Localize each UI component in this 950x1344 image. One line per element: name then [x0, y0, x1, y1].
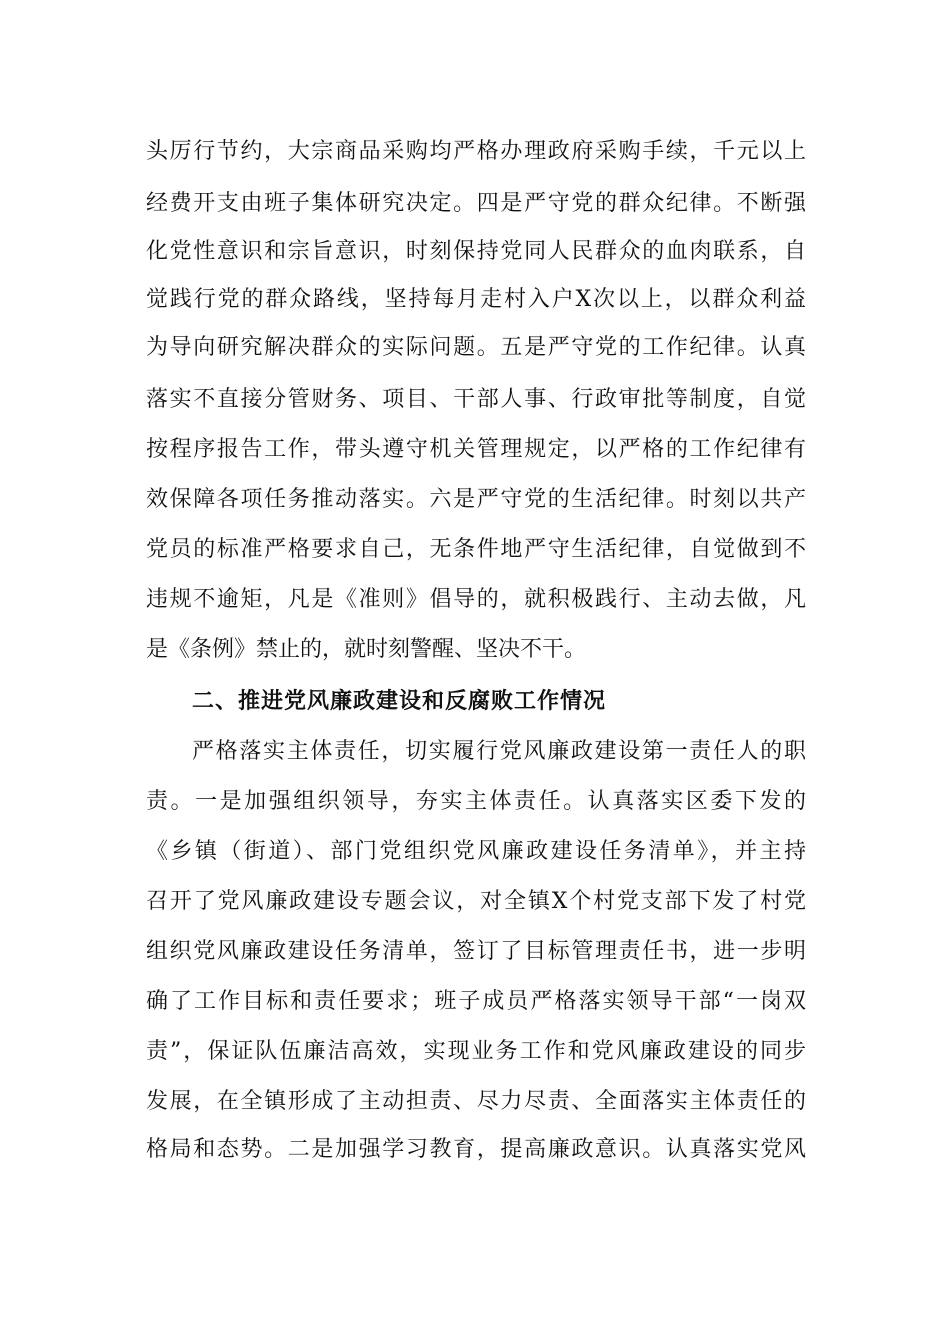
paragraph-1-line-1: 头厉行节约，大宗商品采购均严格办理政府采购手续，千元以上 [146, 139, 806, 164]
paragraph-1-line-10: 违规不逾矩，凡是《准则》倡导的，就积极践行、主动去做，凡 [146, 587, 806, 612]
paragraph-2-line-2: 责。一是加强组织领导，夯实主体责任。认真落实区委下发的 [146, 789, 806, 814]
paragraph-2-line-6: 确了工作目标和责任要求；班子成员严格落实领导干部“一岗双 [146, 989, 806, 1014]
paragraph-2-line-5: 组织党风廉政建设任务清单，签订了目标管理责任书，进一步明 [146, 939, 806, 964]
paragraph-1-line-2: 经费开支由班子集体研究决定。四是严守党的群众纪律。不断强 [146, 191, 806, 216]
section-heading: 二、推进党风廉政建设和反腐败工作情况 [192, 689, 607, 714]
paragraph-2-line-3: 《乡镇（街道）、部门党组织党风廉政建设任务清单》，并主持 [146, 839, 806, 864]
paragraph-1-line-4: 觉践行党的群众路线，坚持每月走村入户X次以上，以群众利益 [146, 287, 806, 312]
paragraph-1-line-8: 效保障各项任务推动落实。六是严守党的生活纪律。时刻以共产 [146, 487, 806, 512]
paragraph-2-line-8: 发展，在全镇形成了主动担责、尽力尽责、全面落实主体责任的 [146, 1089, 806, 1114]
paragraph-1-line-3: 化党性意识和宗旨意识，时刻保持党同人民群众的血肉联系，自 [146, 239, 806, 264]
paragraph-1-line-6: 落实不直接分管财务、项目、干部人事、行政审批等制度，自觉 [146, 387, 806, 412]
paragraph-1-line-9: 党员的标准严格要求自己，无条件地严守生活纪律，自觉做到不 [146, 537, 806, 562]
paragraph-1-line-5: 为导向研究解决群众的实际问题。五是严守党的工作纪律。认真 [146, 335, 806, 360]
paragraph-1-line-11: 是《条例》禁止的，就时刻警醒、坚决不干。 [146, 637, 587, 662]
paragraph-2-line-9: 格局和态势。二是加强学习教育，提高廉政意识。认真落实党风 [146, 1137, 806, 1162]
paragraph-1-line-7: 按程序报告工作，带头遵守机关管理规定，以严格的工作纪律有 [146, 437, 806, 462]
paragraph-2-line-4: 召开了党风廉政建设专题会议，对全镇X个村党支部下发了村党 [146, 889, 806, 914]
paragraph-2-line-7: 责”，保证队伍廉洁高效，实现业务工作和党风廉政建设的同步 [146, 1039, 806, 1064]
paragraph-2-line-1: 严格落实主体责任，切实履行党风廉政建设第一责任人的职 [192, 739, 806, 764]
